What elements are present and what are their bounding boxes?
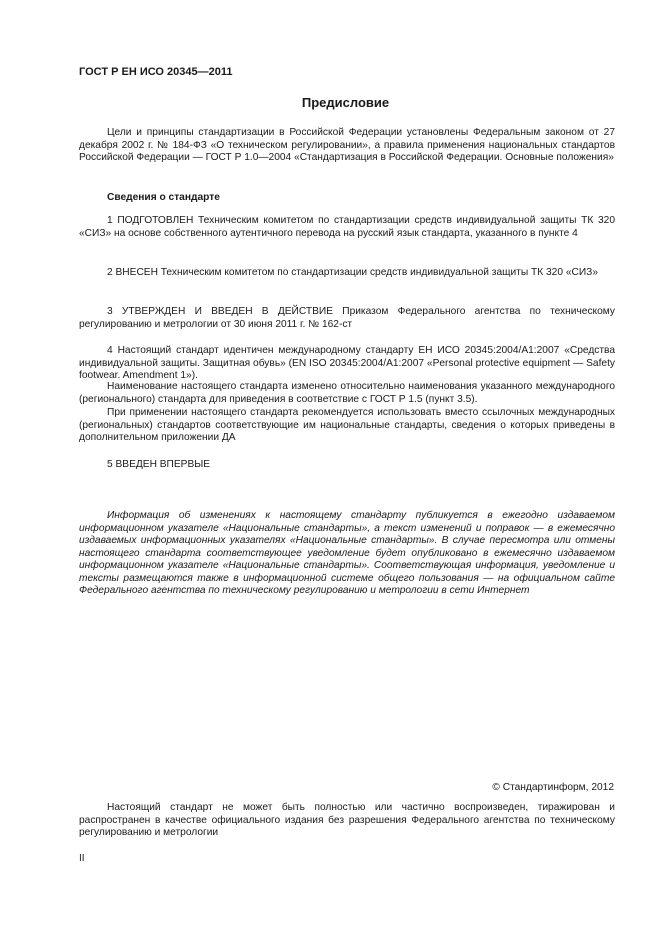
page-number: II [79,853,85,864]
info-paragraph: Информация об изменениях к настоящему стандарту публикуется в ежегодно издаваемом информационном указателе «Национальные стандарты», а текст изменений и поправок — в ежемесячно издаваемых информационных указателях «Национальные стандарты». В случае пересмотра или отмены настоящего стандарта соответствующее уведомление будет опубликовано в ежемесячно издаваемом информационном указателе «Национальные стандарты». Соответствующая информация, уведомление и тексты размещаются также в информационной системе общего пользования — на официальном сайте Федерального агентства по техническому регулированию и метрологии в сети Интернет [79,510,615,596]
item-2: 2 ВНЕСЕН Техническим комитетом по стандартизации средств индивидуальной защиты ТК 320 «СИЗ» [107,267,599,278]
item-4-note-refs: При применении настоящего стандарта рекомендуется использовать вместо ссылочных международных (региональных) стандартов соответствующие им национальные стандарты, сведения о которых приведены в дополнительном приложении ДА [79,407,615,443]
page-title: Предисловие [301,95,390,110]
item-4: 4 Настоящий стандарт идентичен международному стандарту ЕН ИСО 20345:2004/А1:2007 «Средства индивидуальной защиты. Защитная обувь» (EN ISO 20345:2004/A1:2007 «Personal protective equipment — Safety footwear. Amendment 1»). [79,345,615,381]
reproduction-notice: Настоящий стандарт не может быть полностью или частично воспроизведен, тиражирован и распространен в качестве официального издания без разрешения Федерального агентства по техническому регулированию и метрологии [79,802,615,838]
item-3: 3 УТВЕРЖДЕН И ВВЕДЕН В ДЕЙСТВИЕ Приказом Федерального агентства по техническому регулированию и метрологии от 30 июня 2011 г. № 162-ст [79,306,615,330]
item-4-note-name: Наименование настоящего стандарта изменено относительно наименования указанного международного (регионального) стандарта для приведения в соответствие с ГОСТ Р 1.5 (пункт 3.5). [79,381,615,405]
intro-paragraph: Цели и принципы стандартизации в Российской Федерации установлены Федеральным законом от 27 декабря 2002 г. № 184-ФЗ «О техническом регулировании», а правила применения национальных стандартов Российской Федерации — ГОСТ Р 1.0—2004 «Стандартизация в Российской Федерации. Основные положения» [79,127,615,163]
item-1: 1 ПОДГОТОВЛЕН Техническим комитетом по стандартизации средств индивидуальной защиты ТК 320 «СИЗ» на основе собственного аутентичного перевода на русский язык стандарта, указанного в пункте 4 [79,215,615,239]
item-5: 5 ВВЕДЕН ВПЕРВЫЕ [107,459,211,470]
section-title: Сведения о стандарте [107,192,220,203]
document-header: ГОСТ Р ЕН ИСО 20345—2011 [79,66,233,78]
copyright: © Стандартинформ, 2012 [492,782,614,793]
